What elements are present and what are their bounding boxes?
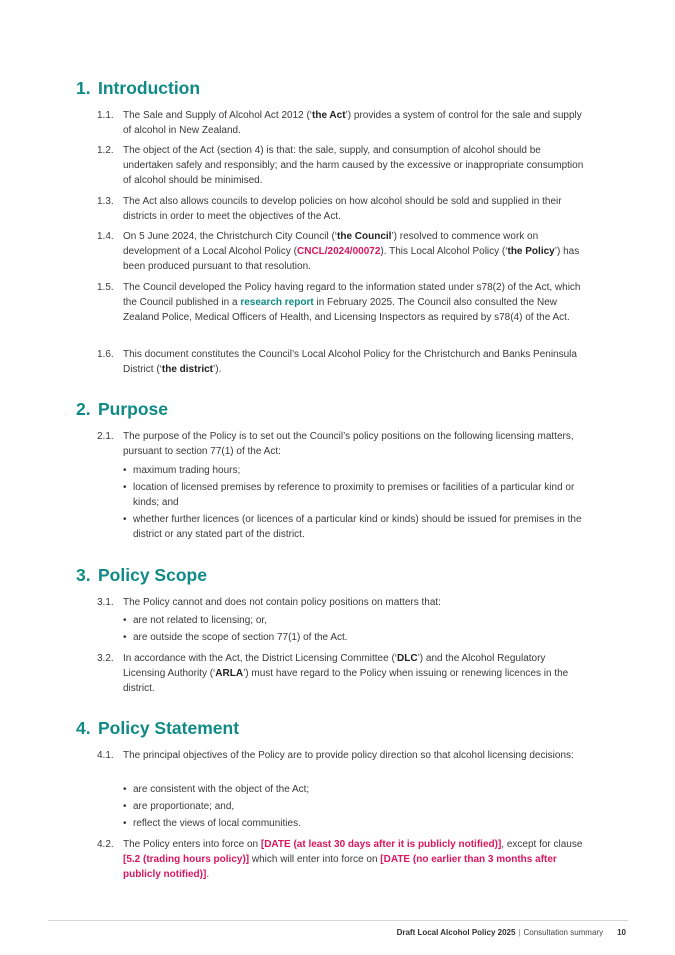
clause-4-2: 4.2. The Policy enters into force on [DATE (at least 30 days after it is publicly notified)], except for clause [5.2 (trading hours policy)] which will enter into force on [DATE (no earlier than 3 months after publicly notified)]. [97, 839, 583, 880]
list-item: • are outside the scope of section 77(1) of the Act. [123, 632, 348, 643]
clause-1-4: 1.4. On 5 June 2024, the Christchurch City Council (‘the Council’) resolved to commence work on development of a Local Alcohol Policy (CNCL/2024/00072). This Local Alcohol Policy (‘the Policy’) has been produced pursuant to that resolution. [97, 231, 580, 272]
clause-1-5: 1.5. The Council developed the Policy having regard to the information stated under s78(2) of the Act, which the Council published in a research report in February 2025. The Council also consulted the New Zealand Police, Medical Officers of Health, and Licensing Inspectors as required by s78(4) of the Act. [97, 282, 581, 323]
trading-hours-date-placeholder: [DATE (no earlier than 3 months after publicly notified)] [123, 854, 557, 880]
commencement-date-placeholder: [DATE (at least 30 days after it is publicly notified)] [260, 839, 502, 850]
clause-1-3: 1.3. The Act also allows councils to develop policies on how alcohol should be sold and supplied in their districts in order to meet the objectives of the Act. [97, 196, 562, 222]
clause-reference-placeholder: [5.2 (trading hours policy)] [123, 854, 250, 865]
resolution-reference: CNCL/2024/00072 [297, 246, 381, 257]
clause-3-1: 3.1. The Policy cannot and does not contain policy positions on matters that: [97, 597, 441, 608]
footer-document-title: Draft Local Alcohol Policy 2025 [396, 928, 516, 937]
clause-3-2: 3.2. In accordance with the Act, the District Licensing Committee (‘DLC’) and the Alcohol Regulatory Licensing Authority (‘ARLA’) must have regard to the Policy when issuing or renewing licences in the district. [97, 653, 569, 694]
research-report-link[interactable]: research report [240, 297, 314, 308]
page-footer: Draft Local Alcohol Policy 2025 | Consultation summary 10 [396, 928, 626, 937]
clause-1-1: 1.1. The Sale and Supply of Alcohol Act 2012 (‘the Act’) provides a system of control for the sale and supply of alcohol in New Zealand. [97, 110, 582, 136]
section-heading-policy-scope: 3. Policy Scope [76, 565, 207, 585]
list-item: • location of licensed premises by reference to proximity to premises or facilities of a particular kind or kinds; and [123, 482, 575, 508]
clause-2-1: 2.1. The purpose of the Policy is to set out the Council’s policy positions on the following licensing matters, pursuant to section 77(1) of the Act: [97, 431, 574, 457]
list-item: • reflect the views of local communities. [123, 818, 301, 829]
clause-1-6: 1.6. This document constitutes the Council’s Local Alcohol Policy for the Christchurch and Banks Peninsula District (‘the district’). [97, 349, 577, 375]
section-heading-introduction: 1. Introduction [76, 78, 201, 98]
page-number: 10 [617, 928, 626, 937]
list-item: • are consistent with the object of the Act; [123, 784, 310, 795]
footer-subtitle: Consultation summary [523, 928, 604, 937]
clause-1-2: 1.2. The object of the Act (section 4) is that: the sale, supply, and consumption of alcohol should be undertaken safely and responsibly; and the harm caused by the excessive or inappropriate consumption of alcohol should be minimised. [97, 145, 584, 186]
clause-4-1: 4.1. The principal objectives of the Policy are to provide policy direction so that alcohol licensing decisions: [97, 750, 574, 761]
list-item: • whether further licences (or licences of a particular kind or kinds) should be issued for premises in the district or any stated part of the district. [123, 514, 582, 540]
list-item: • are not related to licensing; or, [123, 615, 267, 626]
section-heading-policy-statement: 4. Policy Statement [76, 718, 240, 738]
footer-divider [48, 920, 628, 921]
list-item: • are proportionate; and, [123, 801, 235, 812]
section-heading-purpose: 2. Purpose [76, 399, 169, 419]
list-item: • maximum trading hours; [123, 465, 241, 476]
